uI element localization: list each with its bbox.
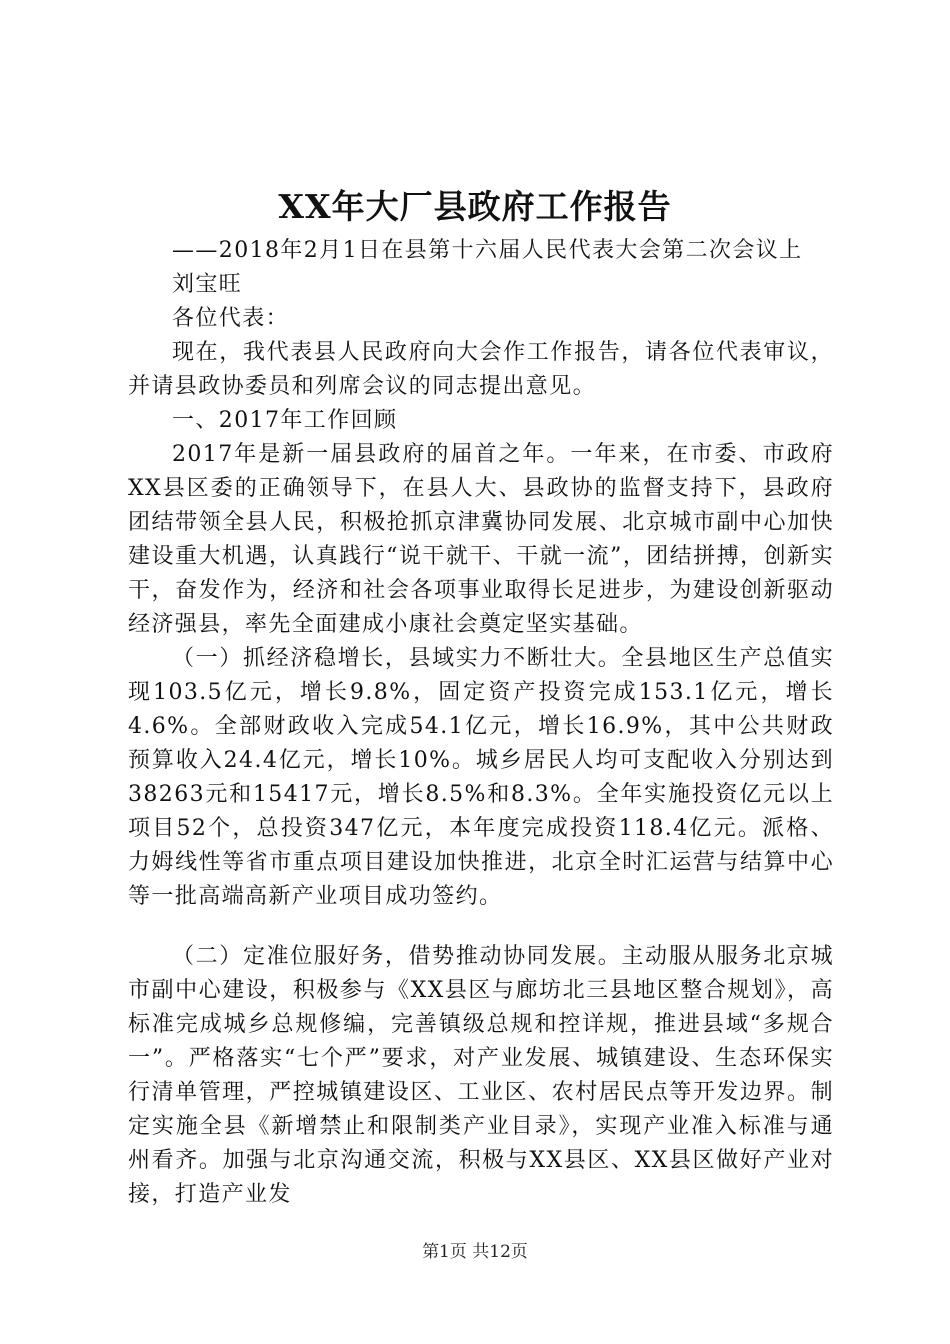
document-body <box>128 234 834 1212</box>
author-line: 刘宝旺 <box>172 272 243 297</box>
page-footer: 第1页 共12页 <box>422 1242 528 1262</box>
review-paragraph: 2017年是新一届县政府的届首之年。一年来，在市委、市政府XX县区委的正确领导下，在县人大、县政协的监督支持下，县政府团结带领全县人民，积极抢抓京津冀协同发展、北京城市副中心加快建设重大机遇，认真践行“说干就干、干就一流”，团结拼搏，创新实干，奋发作为，经济和社会各项事业取得长足进步，为建设创新驱动经济强县，率先全面建成小康社会奠定坚实基础。 <box>128 442 834 637</box>
document-title: XX年大厂县政府工作报告 <box>278 187 672 226</box>
section-heading: 一、2017年工作回顾 <box>172 408 398 433</box>
salutation: 各位代表： <box>172 306 290 331</box>
economy-paragraph: （一）抓经济稳增长，县域实力不断壮大。全县地区生产总值实现103.5亿元，增长9.8%，固定资产投资完成153.1亿元，增长4.6%。全部财政收入完成54.1亿元，增长16.9%，其中公共财政预算收入24.4亿元，增长10%。城乡居民人均可支配收入分别达到38263元和15417元，增长8.5%和8.3%。全年实施投资亿元以上项目52个，总投资347亿元，本年度完成投资118.4亿元。派格、力姆线性等省市重点项目建设加快推进，北京全时汇运营与结算中心等一批高端高新产业项目成功签约。 <box>128 646 834 909</box>
coordination-paragraph: （二）定准位服好务，借势推动协同发展。主动服从服务北京城市副中心建设，积极参与《XX县区与廊坊北三县地区整合规划》，高标准完成城乡总规修编，完善镇级总规和控详规，推进县域“多规合一”。严格落实“七个严”要求，对产业发展、城镇建设、生态环保实行清单管理，严控城镇建设区、工业区、农村居民点等开发边界。制定实施全县《新增禁止和限制类产业目录》，实现产业准入标准与通州看齐。加强与北京沟通交流，积极与XX县区、XX县区做好产业对接，打造产业发 <box>128 944 834 1207</box>
subtitle-paragraph: ——2018年2月1日在县第十六届人民代表大会第二次会议上 <box>172 238 803 263</box>
intro-paragraph: 现在，我代表县人民政府向大会作工作报告，请各位代表审议，并请县政协委员和列席会议的同志提出意见。 <box>128 340 834 399</box>
